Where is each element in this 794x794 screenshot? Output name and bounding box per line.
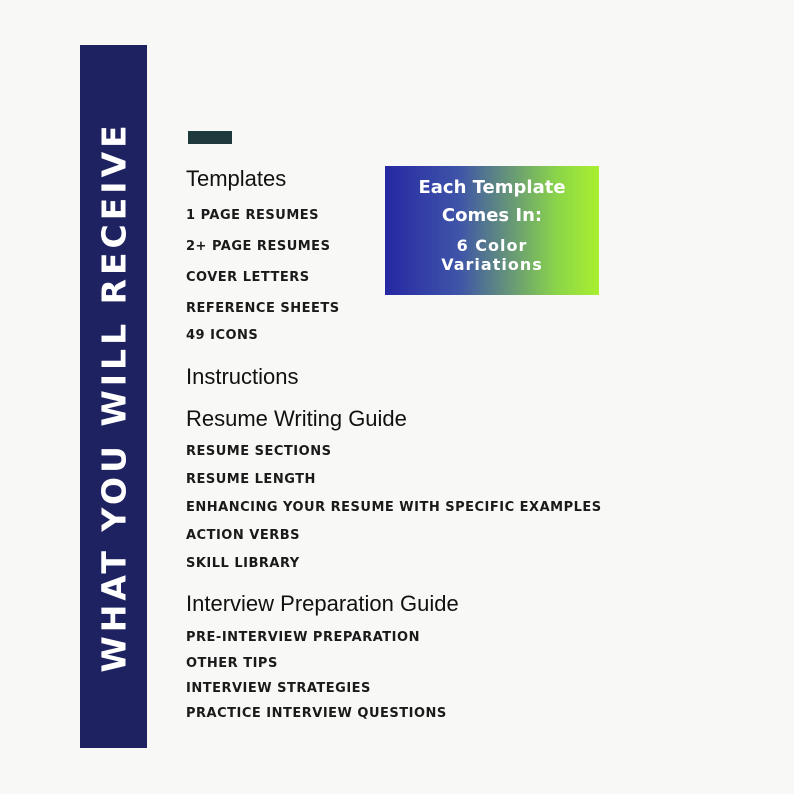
callout-line: Variations <box>441 255 543 274</box>
callout-line: Each Template <box>418 177 566 198</box>
side-banner <box>80 45 147 748</box>
accent-dash <box>188 131 232 144</box>
list-item: PRE-INTERVIEW PREPARATION <box>186 630 420 645</box>
list-item: ACTION VERBS <box>186 528 300 543</box>
heading-interview-preparation-guide: Interview Preparation Guide <box>186 591 459 616</box>
callout-line: 6 Color <box>456 236 528 255</box>
heading-resume-writing-guide: Resume Writing Guide <box>186 406 407 431</box>
list-item: 2+ PAGE RESUMES <box>186 239 331 254</box>
list-item: REFERENCE SHEETS <box>186 301 340 316</box>
heading-instructions: Instructions <box>186 364 299 389</box>
list-item: 1 PAGE RESUMES <box>186 208 320 223</box>
callout-line: Comes In: <box>441 205 543 226</box>
list-item: SKILL LIBRARY <box>186 556 300 571</box>
list-item: 49 ICONS <box>186 328 259 343</box>
heading-templates: Templates <box>186 166 287 191</box>
color-variations-callout <box>385 166 599 295</box>
side-banner-title: WHAT YOU WILL RECEIVE <box>94 120 133 673</box>
list-item: COVER LETTERS <box>186 270 310 285</box>
list-item: INTERVIEW STRATEGIES <box>186 681 371 696</box>
list-item: RESUME SECTIONS <box>186 444 332 459</box>
list-item: RESUME LENGTH <box>186 472 316 487</box>
list-item: PRACTICE INTERVIEW QUESTIONS <box>186 706 447 721</box>
list-item: ENHANCING YOUR RESUME WITH SPECIFIC EXAMPLES <box>186 500 602 515</box>
list-item: OTHER TIPS <box>186 656 278 671</box>
